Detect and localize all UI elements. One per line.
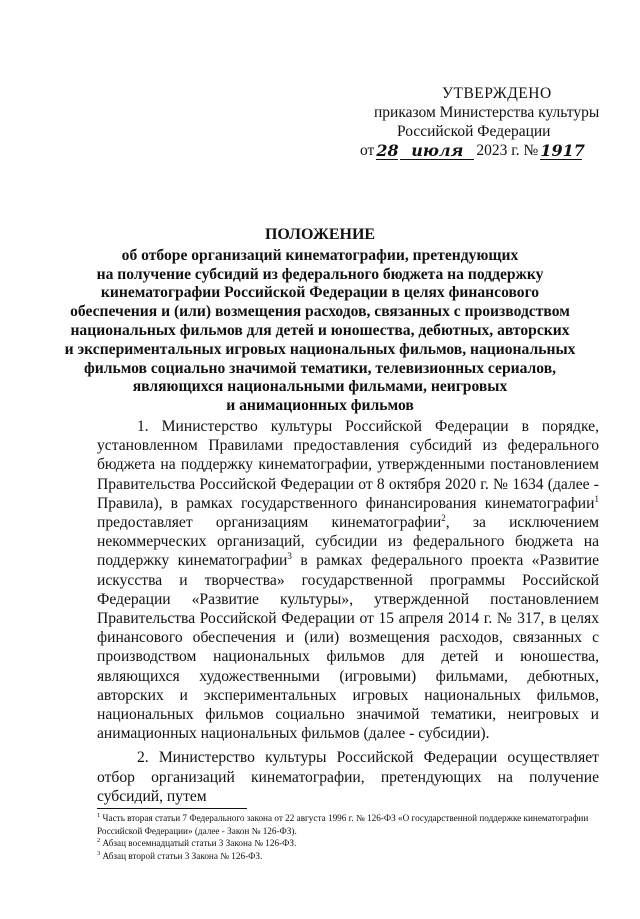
approval-block [360, 84, 610, 160]
footnote-mark: 1 [97, 811, 101, 819]
approval-date-prefix: от [360, 142, 375, 159]
footnote-ref-1: 1 [594, 493, 599, 504]
heading-line: являющихся национальными фильмами, неигровых [132, 378, 508, 396]
handwritten-month: июля [400, 143, 474, 160]
approval-year: 2023 г. № [476, 142, 539, 159]
footnote-2 [97, 837, 602, 850]
approval-title: УТВЕРЖДЕНО [442, 85, 552, 102]
heading-line: и анимационных фильмов [226, 397, 414, 415]
heading-line: на получение субсидий из федерального бюджета на поддержку [96, 265, 544, 283]
handwritten-day: 28 [376, 141, 399, 160]
footnote-mark: 3 [97, 849, 101, 857]
footnote-mark: 2 [97, 837, 101, 845]
heading-line: кинематографии Российской Федерации в целях финансового [100, 284, 540, 302]
footnote-text: Абзац восемнадцатый статьи 3 Закона № 126-ФЗ. [100, 838, 297, 849]
paragraph-1-part: в рамках федерального проекта «Развитие искусства и творчества» государственной программы Российской Федерации «Развитие культуры», утвержденной постановлением Правительства Российской Федерации от 15 апреля 2014 г. № 317, в целях финансового обеспечения и (или) возмещения расходов, связанных с производством национальных фильмов для детей и юношества, являющихся художественными (игровыми) фильмами, дебютных, авторских и экспериментальных игровых национальных фильмов, национальных фильмов социально значимой тематики, неигровых и анимационных национальных фильмов (далее - субсидии). [97, 552, 600, 743]
paragraph-1-part: предоставляет организациям кинематографии [97, 514, 442, 532]
heading-line: национальных фильмов для детей и юношества, дебютных, авторских [70, 321, 570, 339]
approval-ministry-line: Российской Федерации [397, 123, 551, 140]
document-title: ПОЛОЖЕНИЕ [264, 226, 376, 243]
footnotes [97, 812, 602, 862]
heading-line: фильмов социально значимой тематики, телевизионных сериалов, [83, 359, 557, 377]
footnote-1 [97, 812, 602, 837]
approval-date-line [360, 141, 610, 160]
paragraph-1-part: 1. Министерство культуры Российской Федерации в порядке, установленном Правилами предоставления субсидий из федерального бюджета на поддержку кинематографии, утвержденными постановлением Правительства Российской Федерации от 8 октября 2020 г. № 1634 (далее - Правила), в рамках государственного финансирования кинематографии [97, 418, 599, 512]
footnote-text: Абзац второй статьи 3 Закона № 126-ФЗ. [100, 850, 263, 861]
handwritten-order-number: 1917 [540, 141, 585, 160]
footnote-ref-2: 2 [441, 512, 446, 523]
footnote-ref-3: 3 [287, 551, 292, 562]
paragraph-1-part: , за исключением некоммерческих организаций, субсидии из федерального бюджета на поддержку кинематографии [97, 514, 599, 570]
paragraph-1 [97, 417, 599, 743]
heading-line: и экспериментальных игровых национальных фильмов, национальных [64, 340, 576, 358]
footnote-text: Часть вторая статьи 7 Федерального закона от 22 августа 1996 г. № 126-ФЗ «О государственной поддержке кинематографии Российской Федерации» (далее - Закон № 126-ФЗ). [97, 813, 589, 836]
document-heading [60, 226, 580, 416]
footnote-separator [97, 808, 247, 809]
document-body [97, 417, 599, 811]
approval-order-line: приказом Министерства культуры [374, 104, 600, 121]
paragraph-2: 2. Министерство культуры Российской Федерации осуществляет отбор организаций кинематографии, претендующих на получение субсидий, путем [97, 749, 599, 805]
footnote-3 [97, 850, 602, 863]
heading-line: обеспечения и (или) возмещения расходов, связанных с производством [70, 303, 570, 321]
heading-line: об отборе организаций кинематографии, претендующих [121, 246, 519, 264]
